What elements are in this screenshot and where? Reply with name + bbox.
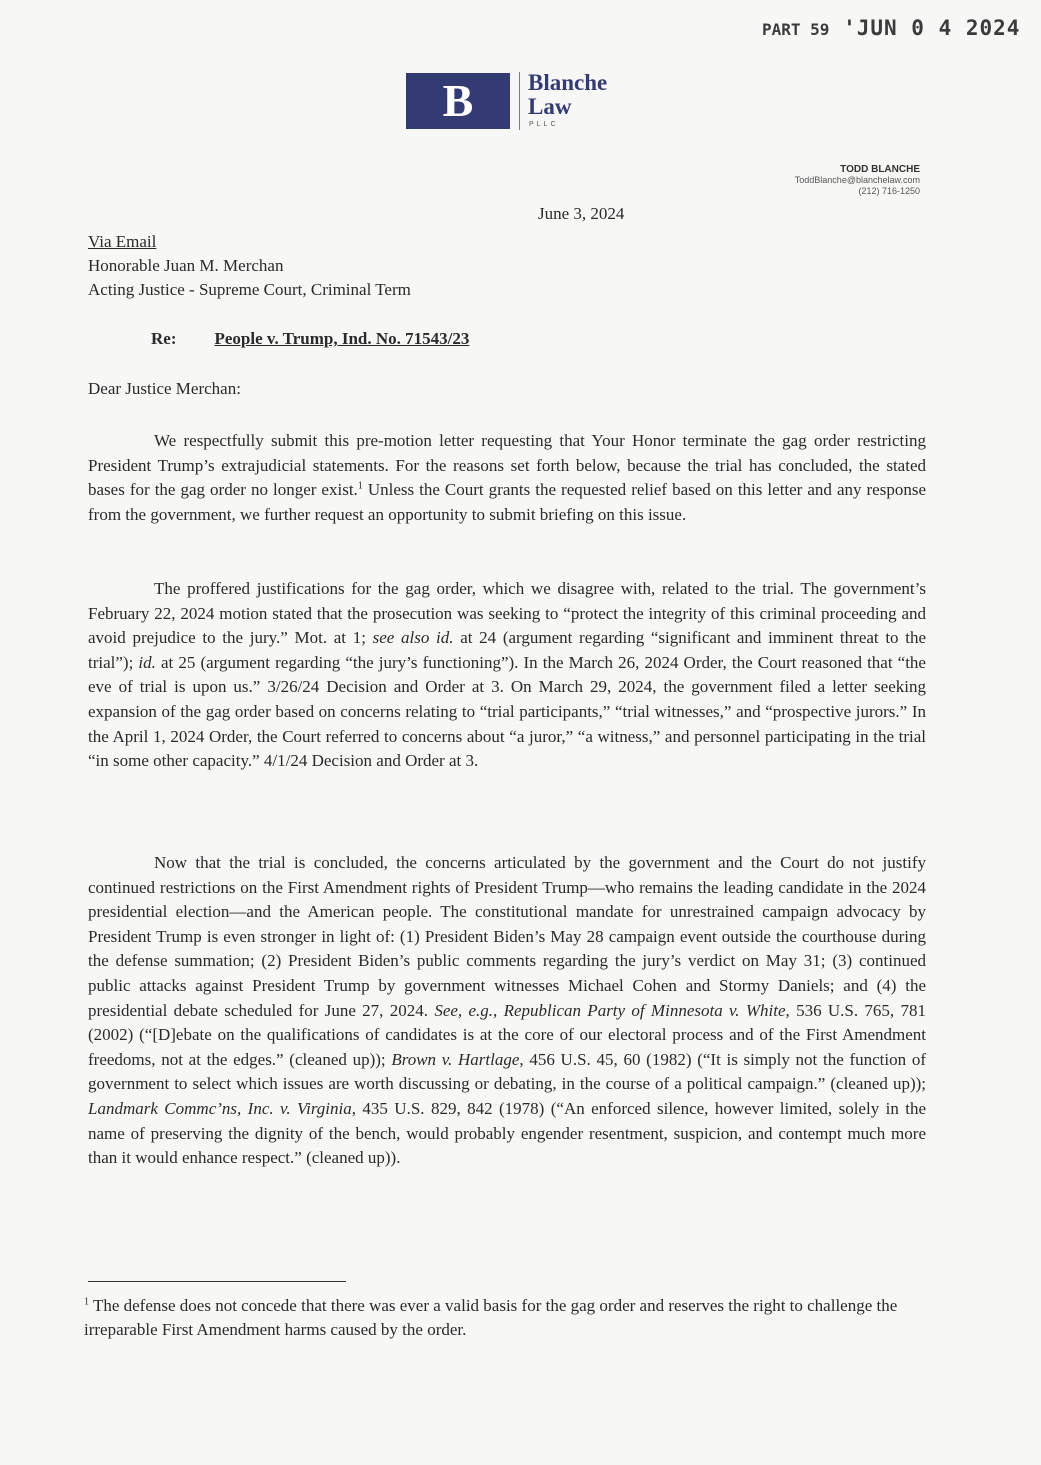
re-label: Re: [151, 329, 177, 348]
logo-divider [519, 72, 520, 130]
footnote-ref: 1 [357, 480, 363, 492]
received-stamp [762, 16, 1020, 40]
salutation: Dear Justice Merchan: [88, 379, 241, 398]
case-caption: People v. Trump, Ind. No. 71543/23 [214, 329, 470, 348]
footnote-divider [88, 1281, 346, 1282]
letter-date: June 3, 2024 [538, 204, 625, 223]
firm-name-line2: Law [528, 94, 572, 119]
re-line [151, 329, 469, 349]
recipient-name: Honorable Juan M. Merchan [88, 256, 284, 275]
recipient-title: Acting Justice - Supreme Court, Criminal Term [88, 280, 411, 299]
firm-suffix: PLLC [529, 121, 559, 128]
sender-phone: (212) 716-1250 [858, 186, 920, 196]
firm-name [528, 71, 607, 119]
stamp-date: 'JUN 0 4 2024 [843, 16, 1021, 40]
paragraph-2: The proffered justifications for the gag order, which we disagree with, related to the trial. The government’s February 22, 2024 motion stated that the prosecution was seeking to “protect the integrity of this criminal proceeding and avoid prejudice to the jury.” Mot. at 1; see also id. at 24 (argument regarding “significant and imminent threat to the trial”); id. at 25 (argument regarding “the jury’s functioning”). In the March 26, 2024 Order, the Court reasoned that “the eve of trial is upon us.” 3/26/24 Decision and Order at 3. On March 29, 2024, the government filed a letter seeking expansion of the gag order based on concerns relating to “trial participants,” “trial witnesses,” and “prospective jurors.” In the April 1, 2024 Order, the Court referred to concerns about “a juror,” “a witness,” and personnel participating in the trial “in some other capacity.” 4/1/24 Decision and Order at 3. [88, 579, 926, 771]
stamp-part: PART 59 [762, 20, 830, 39]
delivery-method: Via Email [88, 232, 157, 251]
logo-letter: B [442, 75, 474, 126]
sender-contact [795, 164, 920, 197]
recipient-block [88, 230, 411, 302]
footnote: $^1$ The defense does not concede that there was ever a valid basis for the gag order and reserves the right to challenge the irreparable First Amendment harms caused by the order. [84, 1296, 898, 1339]
sender-name: TODD BLANCHE [840, 164, 920, 175]
paragraph-1: We respectfully submit this pre-motion letter requesting that Your Honor terminate the gag order restricting President Trump’s extrajudicial statements. For the reasons set forth below, because the trial has concluded, the stated bases for the gag order no longer exist.$^1$ Unless the Court grants the requested relief based on this letter and any response from the government, we further request an opportunity to submit briefing on this issue. [88, 431, 926, 524]
footnote-marker: 1 [84, 1296, 89, 1308]
firm-name-line1: Blanche [528, 70, 608, 95]
paragraph-3: Now that the trial is concluded, the concerns articulated by the government and the Court do not justify continued restrictions on the First Amendment rights of President Trump—who remains the leading candidate in the 2024 presidential election—and the American people. The constitutional mandate for unrestrained campaign advocacy by President Trump is even stronger in light of: (1) President Biden’s May 28 campaign event outside the courthouse during the defense summation; (2) President Biden’s public comments regarding the jury’s verdict on May 31; (3) continued public attacks against President Trump by government witnesses Michael Cohen and Stormy Daniels; and (4) the presidential debate scheduled for June 27, 2024. See, e.g., Republican Party of Minnesota v. White, 536 U.S. 765, 781 (2002) (“[D]ebate on the qualifications of candidates is at the core of our electoral process and of the First Amendment freedoms, not at the edges.” (cleaned up)); Brown v. Hartlage, 456 U.S. 45, 60 (1982) (“It is simply not the function of government to select which issues are worth discussing or debating, in the course of a political campaign.” (cleaned up)); Landmark Commc’ns, Inc. v. Virginia, 435 U.S. 829, 842 (1978) (“An enforced silence, however limited, solely in the name of preserving the dignity of the bench, would probably engender resentment, suspicion, and contempt much more than it would enhance respect.” (cleaned up)). [88, 853, 927, 1168]
firm-logo [406, 73, 510, 129]
sender-email: ToddBlanche@blanchelaw.com [794, 175, 920, 185]
